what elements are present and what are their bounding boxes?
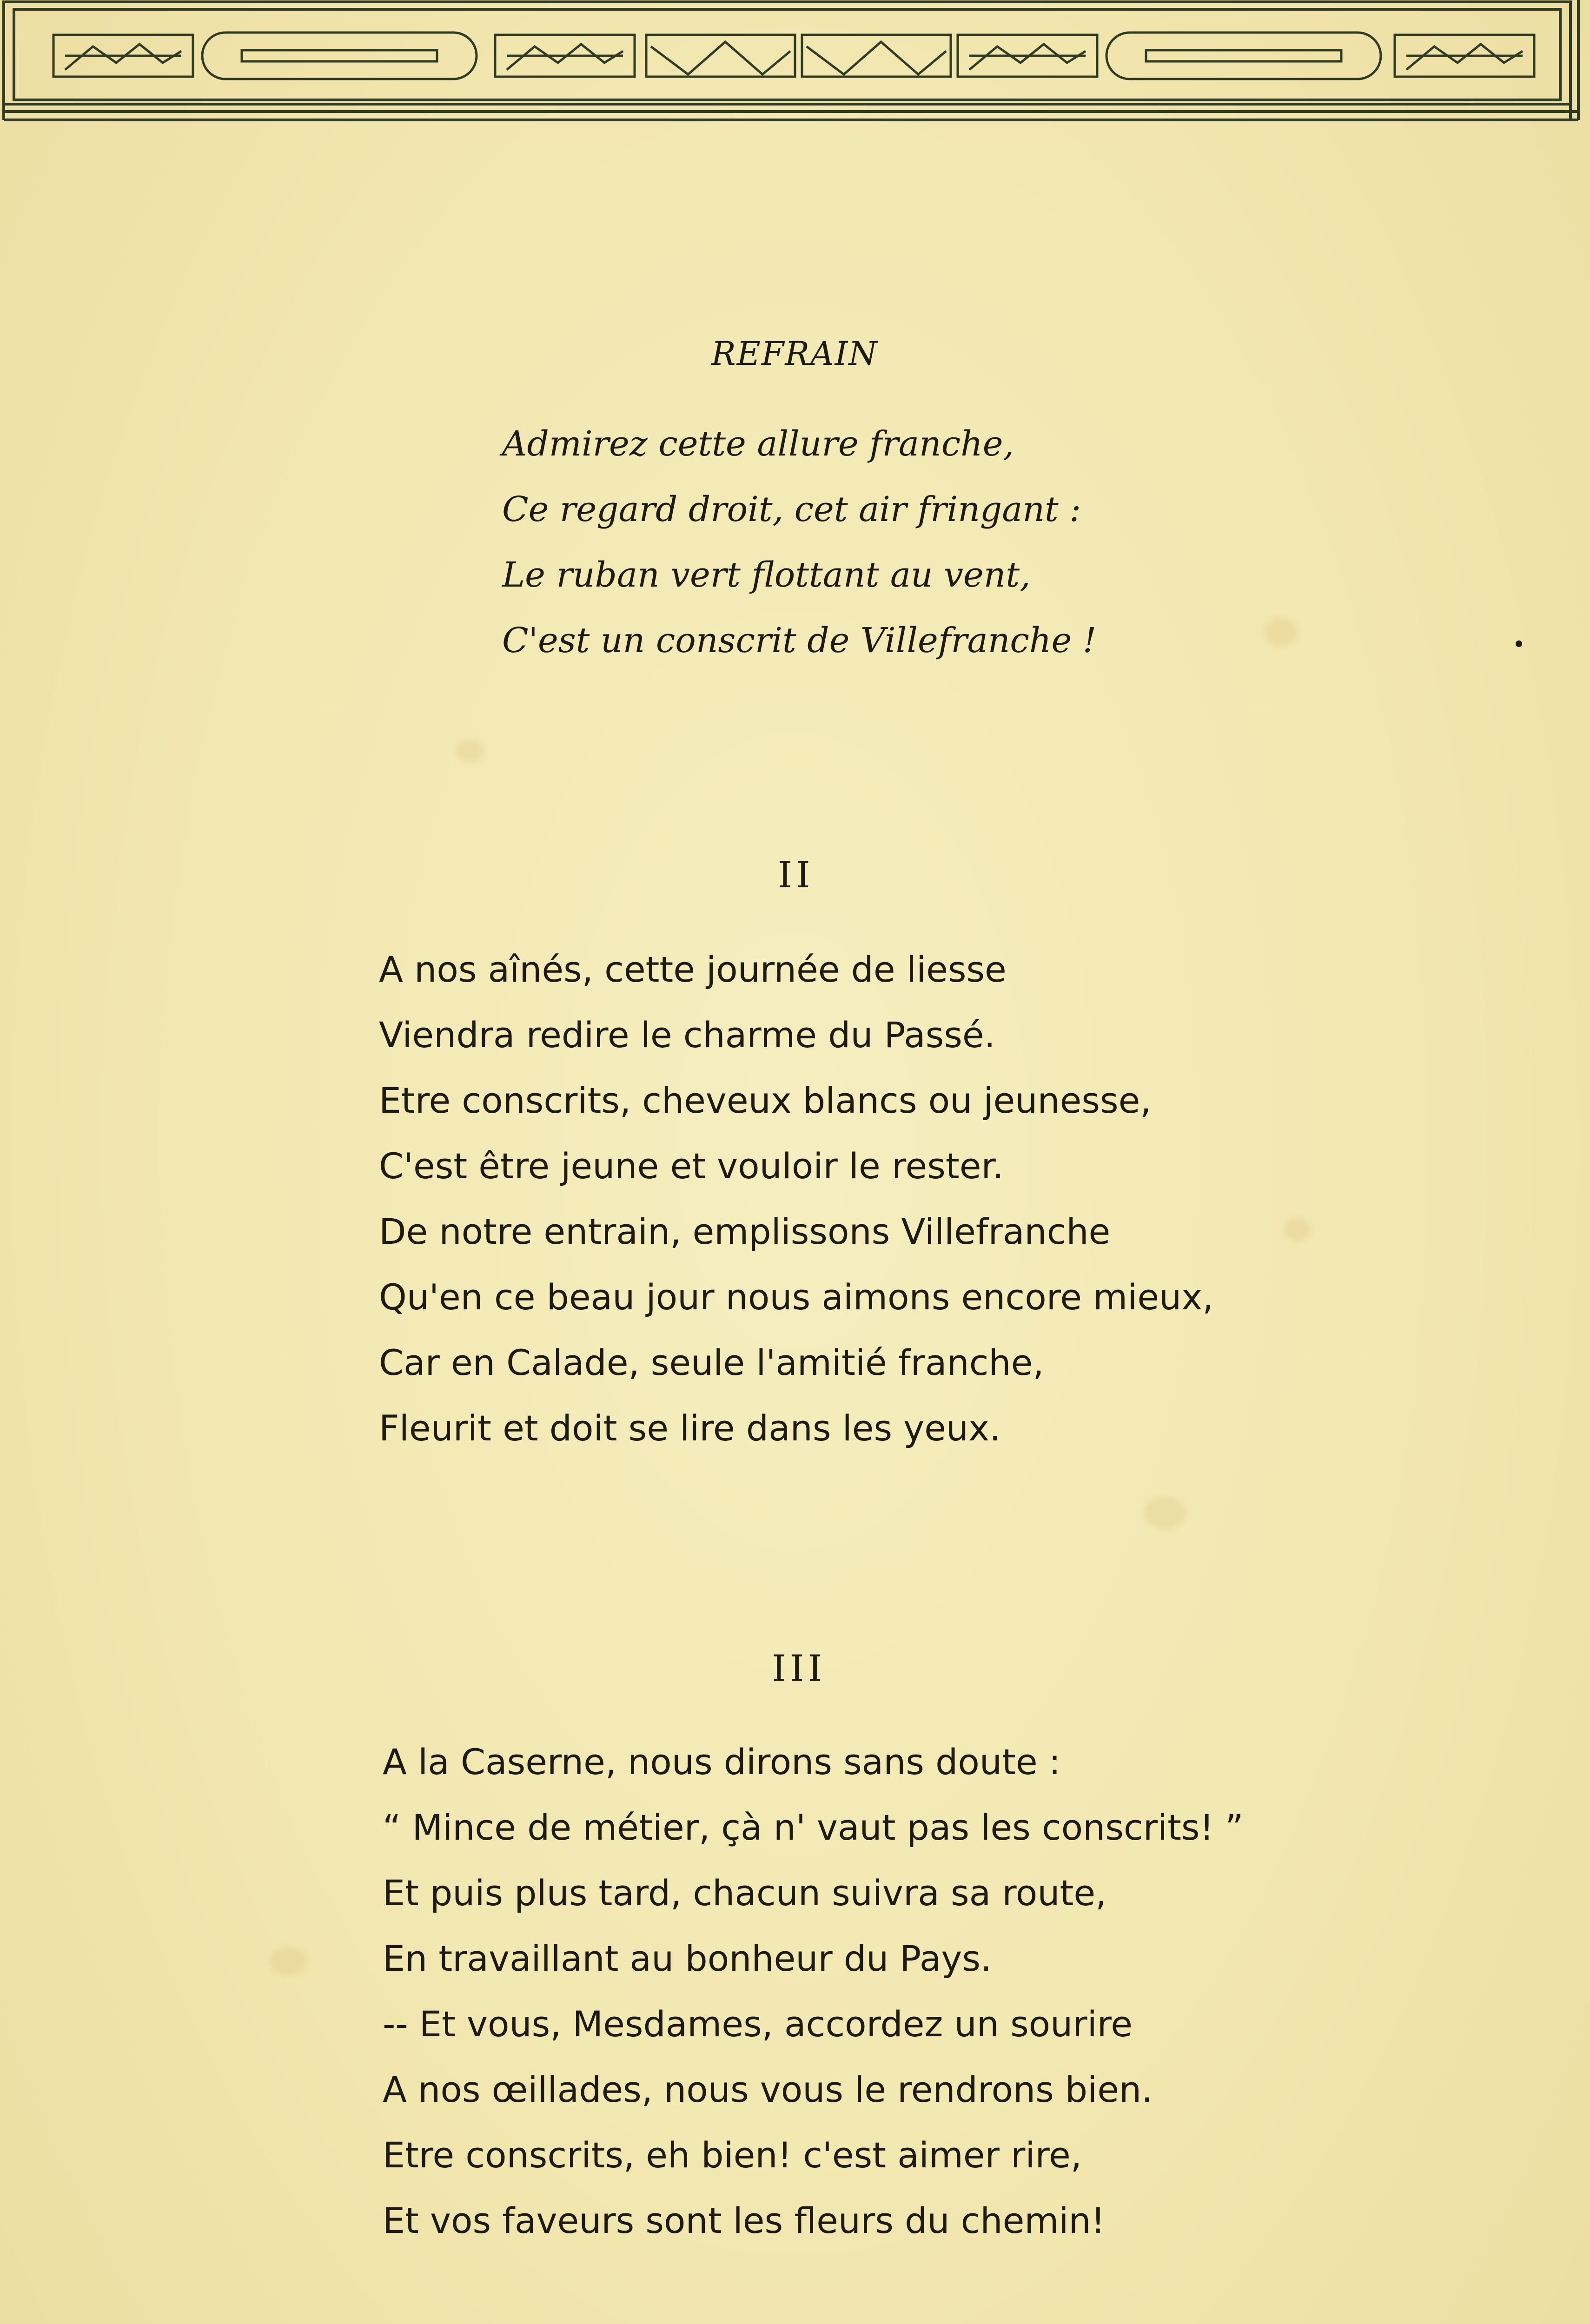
refrain-heading: REFRAIN	[711, 335, 878, 373]
verse-line: A la Caserne, nous dirons sans doute :	[383, 1741, 1061, 1783]
verse-line: Le ruban vert flottant au vent,	[502, 555, 1031, 595]
verse-line: Admirez cette allure franche,	[502, 424, 1014, 464]
stanza-3-verse	[383, 1729, 1498, 2253]
verse-line: En travaillant au bonheur du Pays.	[383, 1938, 992, 1979]
paper-stain	[1144, 1497, 1186, 1529]
verse-line: Fleurit et doit se lire dans les yeux.	[379, 1407, 1001, 1449]
refrain-verse	[502, 411, 1153, 673]
verse-line: Ce regard droit, cet air fringant :	[502, 489, 1081, 529]
verse-line: Car en Calade, seule l'amitié franche,	[379, 1342, 1044, 1383]
paper-stain	[456, 739, 484, 762]
top-decorative-border	[0, 0, 1581, 125]
verse-line: C'est un conscrit de Villefranche !	[502, 621, 1097, 660]
verse-line: Etre conscrits, cheveux blancs ou jeunesse,	[379, 1080, 1152, 1121]
verse-line: A nos œillades, nous vous le rendrons bien.	[383, 2069, 1153, 2110]
stanza-number: II	[778, 854, 814, 896]
verse-line: “ Mince de métier, çà n' vaut pas les conscrits! ”	[383, 1807, 1244, 1848]
verse-line: Qu'en ce beau jour nous aimons encore mieux,	[379, 1276, 1214, 1318]
paper-stain	[270, 1948, 307, 1975]
verse-line: Et vos faveurs sont les fleurs du chemin!	[383, 2200, 1106, 2241]
verse-line: A nos aînés, cette journée de liesse	[379, 949, 1007, 990]
verse-line: Et puis plus tard, chacun suivra sa route,	[383, 1872, 1107, 1914]
verse-line: Etre conscrits, eh bien! c'est aimer rire,	[383, 2134, 1082, 2176]
verse-line: -- Et vous, Mesdames, accordez un sourire	[383, 2003, 1133, 2045]
verse-line: C'est être jeune et vouloir le rester.	[379, 1145, 1004, 1187]
stanza-number: III	[772, 1648, 826, 1690]
paper-stain	[1265, 618, 1297, 646]
stanza-2-verse	[379, 937, 1495, 1461]
verse-line: Viendra redire le charme du Passé.	[379, 1014, 995, 1056]
ink-dot	[1516, 640, 1522, 647]
verse-line: De notre entrain, emplissons Villefranche	[379, 1211, 1111, 1252]
